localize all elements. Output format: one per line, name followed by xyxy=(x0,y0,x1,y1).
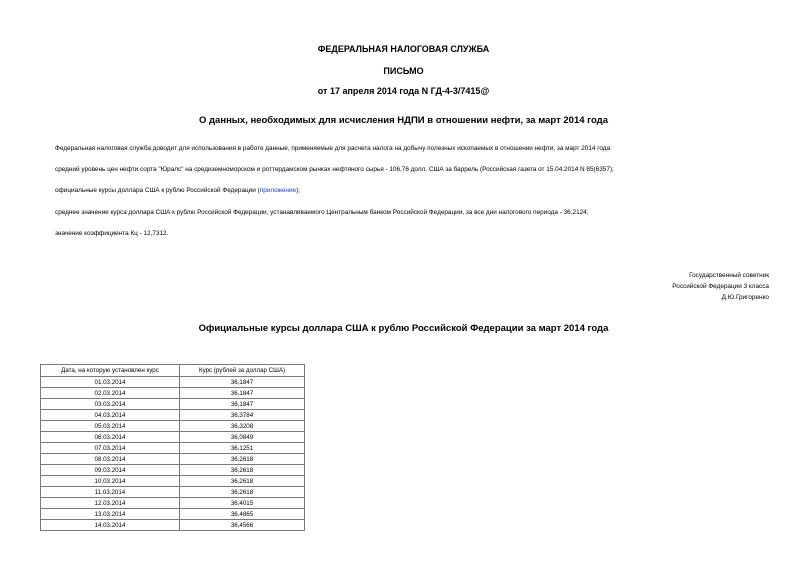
date-cell: 07.03.2014 xyxy=(41,443,180,454)
table-header-row xyxy=(41,365,305,377)
signature-title: Государственный советник xyxy=(689,272,769,279)
date-cell: 10.03.2014 xyxy=(41,476,180,487)
average-rate-paragraph: среднее значение курса доллара США к рублю Российской Федерации, устанавливаемого Центральным банком Российской Федерации, за все дни налогового периода - 36,2124; xyxy=(55,209,589,216)
date-cell: 12.03.2014 xyxy=(41,498,180,509)
table-row xyxy=(41,509,305,520)
date-cell: 11.03.2014 xyxy=(41,487,180,498)
signature-name: Д.Ю.Григоренко xyxy=(721,294,769,301)
table-row xyxy=(41,410,305,421)
table-row xyxy=(41,388,305,399)
document-type-heading: ПИСЬМО xyxy=(383,66,424,76)
exchange-rates-table xyxy=(40,364,305,531)
date-cell: 04.03.2014 xyxy=(41,410,180,421)
rate-cell: 36,3208 xyxy=(180,421,305,432)
date-cell: 03.03.2014 xyxy=(41,399,180,410)
rate-cell: 36,2618 xyxy=(180,465,305,476)
appendix-link[interactable]: приложение xyxy=(259,187,297,194)
rate-column-header: Курс (рублей за доллар США) xyxy=(180,365,305,377)
table-row xyxy=(41,476,305,487)
date-column-header: Дата, на которую установлен курс xyxy=(41,365,180,377)
signature-rank: Российской Федерации 3 класса xyxy=(672,283,769,290)
agency-heading: ФЕДЕРАЛЬНАЯ НАЛОГОВАЯ СЛУЖБА xyxy=(317,44,490,54)
date-cell: 09.03.2014 xyxy=(41,465,180,476)
table-row xyxy=(41,454,305,465)
table-row xyxy=(41,377,305,388)
date-cell: 08.03.2014 xyxy=(41,454,180,465)
rates-prefix: официальные курсы доллара США к рублю Российской Федерации ( xyxy=(55,187,260,194)
date-cell: 13.03.2014 xyxy=(41,509,180,520)
rate-cell: 36,4566 xyxy=(180,520,305,531)
rate-cell: 36,1847 xyxy=(180,399,305,410)
signature-block xyxy=(672,270,769,303)
rate-cell: 36,2618 xyxy=(180,487,305,498)
table-title: Официальные курсы доллара США к рублю Российской Федерации за март 2014 года xyxy=(198,323,609,334)
rate-cell: 36,1251 xyxy=(180,443,305,454)
table-row xyxy=(41,443,305,454)
rate-cell: 36,4865 xyxy=(180,509,305,520)
date-cell: 01.03.2014 xyxy=(41,377,180,388)
date-cell: 14.03.2014 xyxy=(41,520,180,531)
date-cell: 05.03.2014 xyxy=(41,421,180,432)
rates-suffix: ); xyxy=(296,187,300,194)
intro-paragraph: Федеральная налоговая служба доводит для использования в работе данные, применяемые для расчета налога на добычу полезных ископаемых в отношении нефти, за март 2014 года: xyxy=(55,145,612,152)
rate-cell: 36,1847 xyxy=(180,388,305,399)
table-row xyxy=(41,520,305,531)
rate-cell: 36,0849 xyxy=(180,432,305,443)
date-cell: 02.03.2014 xyxy=(41,388,180,399)
table-row xyxy=(41,487,305,498)
subject-heading: О данных, необходимых для исчисления НДПИ в отношении нефти, за март 2014 года xyxy=(198,115,608,126)
rate-cell: 36,2618 xyxy=(180,476,305,487)
coefficient-paragraph: значение коэффициента Кц - 12,7312. xyxy=(55,230,169,237)
rates-paragraph xyxy=(55,187,300,194)
table-row xyxy=(41,465,305,476)
date-cell: 06.03.2014 xyxy=(41,432,180,443)
date-number-heading: от 17 апреля 2014 года N ГД-4-3/7415@ xyxy=(317,86,490,96)
table-row xyxy=(41,498,305,509)
rate-cell: 36,2618 xyxy=(180,454,305,465)
rate-cell: 36,1847 xyxy=(180,377,305,388)
rate-cell: 36,4015 xyxy=(180,498,305,509)
table-row xyxy=(41,432,305,443)
table-row xyxy=(41,421,305,432)
urals-price-paragraph: средний уровень цен нефти сорта "Юралс" на средиземноморском и роттердамском рынках нефтяного сырья - 106,76 долл. США за баррель (Российская газета от 15.04.2014 N 85(6357); xyxy=(55,166,614,173)
rate-cell: 36,3784 xyxy=(180,410,305,421)
table-row xyxy=(41,399,305,410)
